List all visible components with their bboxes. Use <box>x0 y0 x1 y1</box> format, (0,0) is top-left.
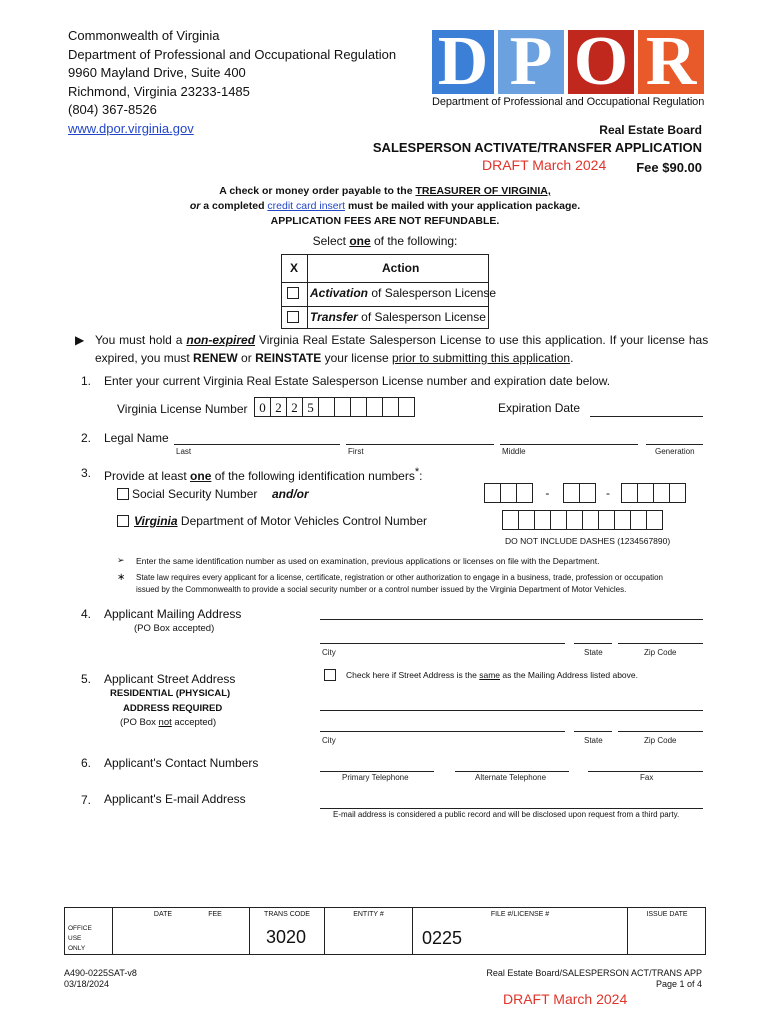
office-hdr-issue: ISSUE DATE <box>646 911 688 918</box>
logo-caption: Department of Professional and Occupational Regulation <box>432 96 705 108</box>
generation-field[interactable] <box>646 432 703 445</box>
action-col-x: X <box>290 261 299 275</box>
board-name: Real Estate Board <box>599 123 702 137</box>
q1-number: 1. <box>81 374 92 388</box>
q3-em: one <box>190 469 212 483</box>
office-file-license: 0225 <box>422 928 463 948</box>
q7-number: 7. <box>81 793 92 807</box>
payment-line-1 <box>0 185 770 197</box>
activation-rest: of Salesperson License <box>368 286 497 300</box>
footer-draft: DRAFT March 2024 <box>503 991 628 1007</box>
q5-sub1: RESIDENTIAL (PHYSICAL) <box>110 688 231 699</box>
office-use-table <box>64 907 706 955</box>
q3-number: 3. <box>81 466 92 480</box>
mailing-zip-label: Zip Code <box>644 648 677 657</box>
office-hdr-date: DATE <box>153 911 173 918</box>
office-hdr-fee: FEE <box>208 911 222 918</box>
andor-label: and/or <box>272 487 309 501</box>
mailing-city-label: City <box>322 648 336 657</box>
license-digit <box>334 397 351 417</box>
q5-text: Applicant Street Address <box>104 672 236 686</box>
q5-sub3-pre: (PO Box <box>120 717 159 728</box>
select-post: of the following: <box>370 234 458 248</box>
action-row-transfer <box>310 310 486 324</box>
mailing-zip-field[interactable] <box>618 630 703 644</box>
logo-letter-p: P <box>498 30 564 94</box>
logo-letter-r: R <box>638 30 704 94</box>
alternate-phone-field[interactable] <box>455 758 569 772</box>
office-hdr-trans: TRANS CODE <box>264 911 310 918</box>
dmv-rest: Department of Motor Vehicles Control Number <box>177 514 428 528</box>
street-city-label: City <box>322 736 336 745</box>
q2-number: 2. <box>81 431 92 445</box>
license-digit: 2 <box>270 397 287 417</box>
license-digit: 0 <box>254 397 271 417</box>
dmv-checkbox[interactable] <box>117 515 129 527</box>
q6-text: Applicant's Contact Numbers <box>104 756 259 770</box>
q7-text: Applicant's E-mail Address <box>104 792 246 806</box>
credit-card-insert-link[interactable]: credit card insert <box>267 200 346 212</box>
q2-text: Legal Name <box>104 431 169 445</box>
license-digit <box>318 397 335 417</box>
select-pre: Select <box>312 234 350 248</box>
q4-text: Applicant Mailing Address <box>104 607 242 621</box>
same-address-checkbox[interactable] <box>324 669 336 681</box>
same-address-post: as the Mailing Address listed above. <box>500 670 638 680</box>
same-address-label <box>346 670 638 680</box>
mailing-city-field[interactable] <box>320 630 565 644</box>
office-trans-code: 3020 <box>266 927 307 947</box>
license-number-input[interactable] <box>254 397 414 417</box>
office-side-2: USE <box>68 935 82 942</box>
note-2a: State law requires every applicant for a license, certificate, registration or other authorization to engage in a business, trade, profession or occupation <box>136 573 663 582</box>
email-field[interactable] <box>320 795 703 809</box>
office-hdr-entity: ENTITY # <box>353 911 384 918</box>
action-table <box>281 254 497 329</box>
street-city-field[interactable] <box>320 718 565 732</box>
q3-pre: Provide at least <box>104 469 191 483</box>
fax-label: Fax <box>640 773 654 782</box>
last-name-field[interactable] <box>174 432 340 445</box>
agency-line: (804) 367-8526 <box>68 102 157 117</box>
note-2b: issued by the Commonwealth to provide a social security number or a control number issued by the Virginia Department of Motor Vehicles. <box>136 585 627 594</box>
license-number-label: Virginia License Number <box>117 402 248 416</box>
q4-sub: (PO Box accepted) <box>134 623 215 634</box>
expiration-date-label: Expiration Date <box>498 401 581 415</box>
q3-star: * <box>414 466 420 478</box>
office-side-3: ONLY <box>68 945 86 952</box>
select-instruction <box>0 234 770 248</box>
footer-form-id: A490-0225SAT-v8 <box>64 968 137 978</box>
notice-reinstate: REINSTATE <box>255 351 322 365</box>
same-address-pre: Check here if Street Address is the <box>346 670 480 680</box>
notice-t4: expired, you must <box>95 351 194 365</box>
q3-text <box>104 466 422 483</box>
footer-page: Page 1 of 4 <box>655 979 702 989</box>
notice-t3: Virginia Real Estate Salesperson License to use this application. If your license has <box>255 333 709 347</box>
notice-t10: . <box>570 351 574 365</box>
payment-line-3: APPLICATION FEES ARE NOT REFUNDABLE. <box>270 215 500 227</box>
q5-number: 5. <box>81 672 92 686</box>
ssn-dash: - <box>606 486 611 500</box>
transfer-checkbox[interactable] <box>287 311 299 323</box>
q3-colon: : <box>419 469 423 483</box>
license-digit <box>366 397 383 417</box>
payment-line-2-post: must be mailed with your application package. <box>345 200 581 212</box>
ssn-checkbox[interactable] <box>117 488 129 500</box>
email-note: E-mail address is considered a public record and will be disclosed upon request from a third party. <box>333 810 680 819</box>
alternate-phone-label: Alternate Telephone <box>475 773 547 782</box>
office-hdr-file: FILE #/LICENSE # <box>490 911 550 918</box>
mailing-street-field[interactable] <box>320 606 703 620</box>
treasurer-text: TREASURER OF VIRGINIA, <box>415 185 551 197</box>
middle-name-field[interactable] <box>500 432 638 445</box>
agency-line: Department of Professional and Occupational Regulation <box>68 46 397 62</box>
dmv-input[interactable] <box>502 510 662 530</box>
license-digit: 5 <box>302 397 319 417</box>
agency-line: 9960 Mayland Drive, Suite 400 <box>68 65 246 80</box>
notice-line-1 <box>95 333 708 347</box>
expiration-date-field[interactable] <box>590 403 703 417</box>
q6-number: 6. <box>81 756 92 770</box>
draft-label: DRAFT March 2024 <box>482 157 607 173</box>
license-digit <box>350 397 367 417</box>
dpor-logo <box>432 23 705 112</box>
notice-renew: RENEW <box>193 351 238 365</box>
note-1-mark-icon: ➢ <box>117 555 125 565</box>
agency-line: Commonwealth of Virginia <box>68 28 220 43</box>
footer-right-1: Real Estate Board/SALESPERSON ACT/TRANS APP <box>486 968 702 978</box>
middle-label: Middle <box>502 447 526 456</box>
footer-date: 03/18/2024 <box>64 979 110 989</box>
fax-field[interactable] <box>588 758 703 772</box>
q5-sub2: ADDRESS REQUIRED <box>123 703 223 714</box>
street-address-field[interactable] <box>320 697 703 711</box>
q5-sub3-post: accepted) <box>171 717 217 728</box>
same-address-em: same <box>479 670 501 680</box>
transfer-rest: of Salesperson License <box>357 310 486 324</box>
street-state-field[interactable] <box>574 718 612 732</box>
select-em: one <box>349 234 371 248</box>
license-digit <box>398 397 415 417</box>
q4-number: 4. <box>81 607 92 621</box>
q5-sub3 <box>120 717 216 728</box>
activation-em: Activation <box>310 286 369 300</box>
payment-line-2-mid: a completed <box>200 200 268 212</box>
notice-non-expired: non-expired <box>186 333 256 347</box>
dmv-em: Virginia <box>134 514 178 528</box>
ssn-input[interactable] <box>484 483 685 503</box>
transfer-em: Transfer <box>310 310 358 324</box>
street-state-label: State <box>584 736 603 745</box>
notice-t6: or <box>237 351 256 365</box>
street-zip-field[interactable] <box>618 718 703 732</box>
generation-label: Generation <box>655 447 695 456</box>
payment-line-1-text: A check or money order payable to the <box>219 185 416 197</box>
office-side-label <box>68 924 92 954</box>
notice-t1: You must hold a <box>95 333 187 347</box>
fee-label: Fee $90.00 <box>636 160 702 175</box>
activation-checkbox[interactable] <box>287 287 299 299</box>
primary-phone-label: Primary Telephone <box>342 773 409 782</box>
mailing-state-field[interactable] <box>574 630 612 644</box>
office-side-1: OFFICE <box>68 925 92 932</box>
logo-letter-o: O <box>568 30 634 94</box>
note-1: Enter the same identification number as used on examination, previous applications or licenses on file with the Department. <box>136 556 600 566</box>
q5-sub3-em: not <box>158 717 172 728</box>
action-col-action: Action <box>382 261 420 275</box>
ssn-label: Social Security Number <box>132 487 258 501</box>
q3-post: of the following identification numbers <box>211 469 415 483</box>
primary-phone-field[interactable] <box>320 758 434 772</box>
agency-line: Richmond, Virginia 23233-1485 <box>68 83 250 99</box>
dmv-label <box>134 514 427 528</box>
payment-or: or <box>189 200 201 212</box>
note-2-mark-icon: ∗ <box>117 572 126 583</box>
q1-text: Enter your current Virginia Real Estate Salesperson License number and expiration date below. <box>104 374 611 388</box>
action-row-activation <box>310 286 496 300</box>
logo-letter-d: D <box>432 30 494 94</box>
last-label: Last <box>176 447 192 456</box>
license-digit: 2 <box>286 397 303 417</box>
notice-arrow-icon: ▶ <box>75 333 85 347</box>
payment-line-2 <box>0 200 770 212</box>
notice-t8: your license <box>321 351 392 365</box>
no-dashes-note: DO NOT INCLUDE DASHES (1234567890) <box>505 536 671 546</box>
first-name-field[interactable] <box>346 432 494 445</box>
agency-address <box>68 27 396 138</box>
ssn-dash: - <box>545 486 550 500</box>
mailing-state-label: State <box>584 648 603 657</box>
notice-line-2 <box>95 351 573 365</box>
form-title: SALESPERSON ACTIVATE/TRANSFER APPLICATION <box>372 140 702 155</box>
license-digit <box>382 397 399 417</box>
first-label: First <box>348 447 364 456</box>
agency-website-link[interactable]: www.dpor.virginia.gov <box>68 120 194 136</box>
notice-prior: prior to submitting this application <box>392 351 571 365</box>
street-zip-label: Zip Code <box>644 736 677 745</box>
